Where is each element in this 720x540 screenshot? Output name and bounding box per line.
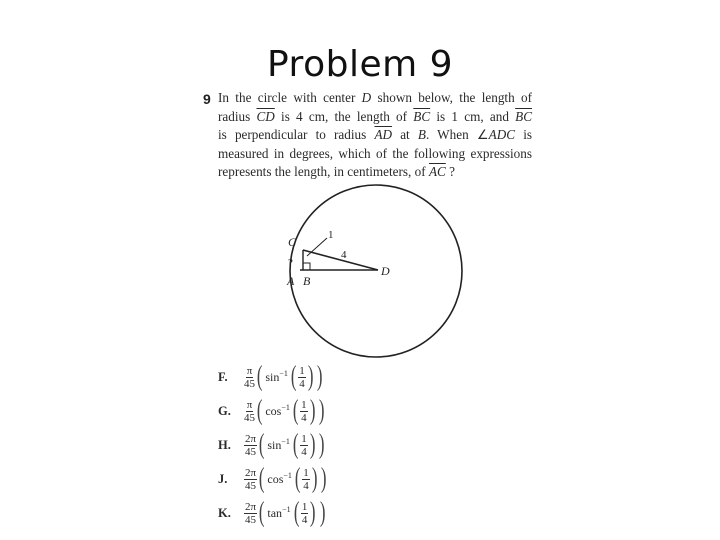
label-c: C xyxy=(288,235,297,249)
inverse-function: $\sin^{-1}$ xyxy=(267,437,290,452)
problem-line: In the circle with center D shown below, the length of xyxy=(218,90,532,105)
circle-outline xyxy=(290,185,462,357)
inverse-function: $\sin^{-1}$ xyxy=(265,369,288,384)
choice-f: F. $\frac{\pi}{45}$ ( $\sin^{-1}$ ( $\frac{1}{4}$ ) ) xyxy=(218,361,323,392)
label-d: D xyxy=(381,264,390,278)
problem-line: measured in degrees, which of the following expressions xyxy=(218,145,532,161)
right-angle-mark xyxy=(303,263,310,270)
coefficient-fraction: $\frac{2\pi}{45}$ xyxy=(245,500,257,526)
problem-line: represents the length, in centimeters, of $\overline{AC}$ ? xyxy=(218,164,455,180)
coefficient-fraction: $\frac{\pi}{45}$ xyxy=(244,364,255,390)
argument-fraction: $\frac{1}{4}$ xyxy=(303,466,309,492)
choice-letter: G. xyxy=(218,403,231,418)
argument-fraction: $\frac{1}{4}$ xyxy=(301,432,307,458)
choice-letter: J. xyxy=(218,471,228,486)
label-question: ? xyxy=(288,257,293,269)
choice-k: K. $\frac{2\pi}{45}$ ( $\tan^{-1}$ ( $\frac{1}{4}$ ) ) xyxy=(218,497,326,528)
coefficient-fraction: $\frac{2\pi}{45}$ xyxy=(245,466,257,492)
coefficient-fraction: $\frac{2\pi}{45}$ xyxy=(245,432,257,458)
inverse-function: $\cos^{-1}$ xyxy=(267,471,292,486)
label-b: B xyxy=(303,274,311,288)
argument-fraction: $\frac{1}{4}$ xyxy=(301,500,308,526)
choice-j: J. $\frac{2\pi}{45}$ ( $\cos^{-1}$ ( $\frac{1}{4}$ ) ) xyxy=(218,463,327,494)
choice-g: G. $\frac{\pi}{45}$ ( $\cos^{-1}$ ( $\frac{1}{4}$ ) ) xyxy=(218,395,325,426)
choice-letter: F. xyxy=(218,369,228,384)
inverse-function: $\tan^{-1}$ xyxy=(267,505,291,520)
choice-h: H. $\frac{2\pi}{45}$ ( $\sin^{-1}$ ( $\frac{1}{4}$ ) ) xyxy=(218,429,325,460)
inverse-function: $\cos^{-1}$ xyxy=(265,403,290,418)
problem-line: is perpendicular to radius $\overline{AD}$ at B. When ∠ADC is xyxy=(218,127,532,143)
coefficient-fraction: $\frac{\pi}{45}$ xyxy=(244,398,255,424)
label-cd-length: 4 xyxy=(341,249,347,261)
problem-line: radius $\overline{CD}$ is 4 cm, the length of $\overline{BC}$ is 1 cm, and $\overline{BC}$ xyxy=(218,108,532,124)
slide-title: Problem 9 xyxy=(266,44,454,85)
argument-fraction: $\frac{1}{4}$ xyxy=(299,364,305,390)
label-a: A xyxy=(287,274,295,288)
problem-number: 9 xyxy=(203,91,211,107)
label-bc-length: 1 xyxy=(328,229,334,241)
choice-letter: H. xyxy=(218,437,231,452)
choice-letter: K. xyxy=(218,505,231,520)
argument-fraction: $\frac{1}{4}$ xyxy=(301,398,307,424)
